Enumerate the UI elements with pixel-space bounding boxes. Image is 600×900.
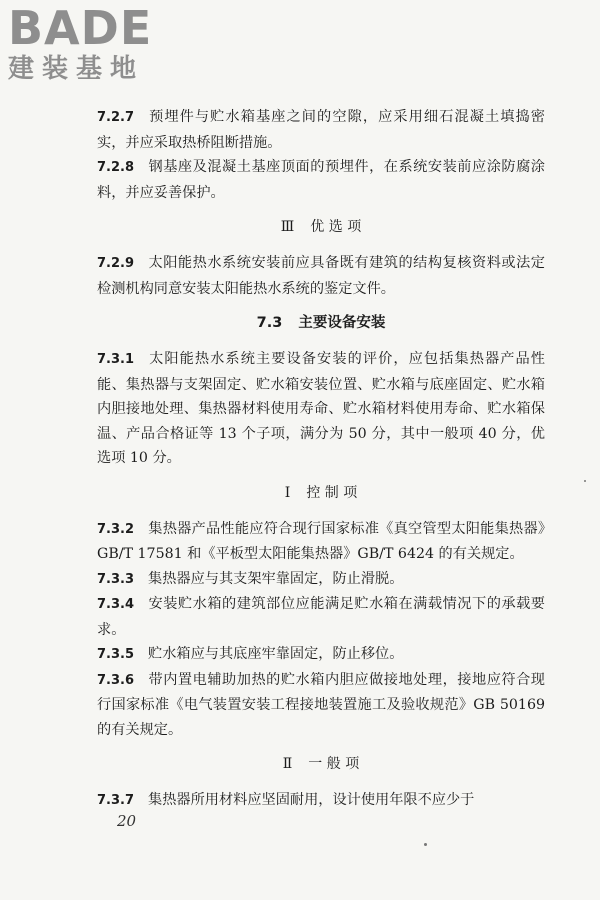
clause-7-2-8 [97, 155, 545, 205]
clause-text: 集热器产品性能应符合现行国家标准《真空管型太阳能集热器》GB/T 17581 和《平板型太阳能集热器》GB/T 6424 的有关规定。 [97, 520, 545, 562]
clause-text: 安装贮水箱的建筑部位应能满足贮水箱在满载情况下的承载要求。 [97, 596, 545, 638]
clause-7-3-4 [97, 592, 545, 642]
logo-subtitle: 建装基地 [8, 54, 145, 84]
clause-number: 7.3.4 [97, 597, 135, 612]
clause-text: 钢基座及混凝土基座顶面的预埋件，在系统安装前应涂防腐涂料，并应妥善保护。 [97, 159, 545, 201]
clause-7-3-1 [97, 347, 545, 471]
clause-text: 集热器应与其支架牢靠固定，防止滑脱。 [148, 570, 404, 587]
section-heading [97, 311, 545, 335]
scan-speck [584, 480, 586, 482]
clause-number: 7.3.3 [97, 571, 135, 587]
subheading-optional-items [97, 215, 545, 239]
clause-number: 7.2.7 [97, 110, 135, 125]
clause-text: 带内置电辅助加热的贮水箱内胆应做接地处理，接地应符合现行国家标准《电气装置安装工程接地装置施工及验收规范》GB 50169 的有关规定。 [97, 671, 545, 738]
subheading-control-items [97, 481, 545, 505]
subheading-roman: Ⅲ [280, 219, 295, 235]
clause-text: 预埋件与贮水箱基座之间的空隙，应采用细石混凝土填捣密实，并应采取热桥阻断措施。 [97, 109, 545, 151]
logo-wordmark: BADE [8, 1, 153, 55]
subheading-general-items [97, 752, 545, 776]
document-body [97, 105, 545, 814]
clause-7-3-7 [97, 788, 545, 814]
clause-number: 7.2.8 [97, 160, 135, 175]
subheading-title: 控 制 项 [306, 484, 358, 501]
clause-text: 太阳能热水系统主要设备安装的评价，应包括集热器产品性能、集热器与支架固定、贮水箱安装位置、贮水箱与底座固定、贮水箱内胆接地处理、集热器材料使用寿命、贮水箱材料使用寿命、贮水箱保温、产品合格证等 13 个子项，满分为 50 分，其中一般项 40 分，优选项 10 分。 [97, 351, 545, 466]
clause-7-2-7 [97, 105, 545, 155]
clause-7-3-2 [97, 517, 545, 567]
clause-7-2-9 [97, 251, 545, 301]
subheading-title: 一 般 项 [308, 756, 360, 772]
clause-number: 7.3.1 [97, 352, 135, 367]
clause-text: 太阳能热水系统安装前应具备既有建筑的结构复核资料或法定检测机构同意安装太阳能热水系统的鉴定文件。 [97, 255, 545, 297]
clause-7-3-3 [97, 567, 545, 593]
section-number: 7.3 [256, 315, 283, 331]
clause-number: 7.3.2 [97, 521, 135, 537]
clause-number: 7.3.6 [97, 672, 135, 688]
clause-number: 7.3.7 [97, 793, 135, 808]
clause-7-3-5 [97, 642, 545, 668]
section-title: 主要设备安装 [298, 315, 386, 331]
subheading-title: 优 选 项 [310, 219, 362, 235]
clause-number: 7.2.9 [97, 256, 135, 271]
page-number: 20 [117, 812, 137, 830]
subheading-roman: Ⅰ [284, 484, 291, 501]
clause-number: 7.3.5 [97, 647, 135, 662]
scan-speck [424, 843, 427, 846]
subheading-roman: Ⅱ [282, 756, 293, 772]
clause-7-3-6 [97, 668, 545, 743]
clause-text: 集热器所用材料应坚固耐用，设计使用年限不应少于 [148, 792, 475, 808]
bade-logo [8, 1, 178, 88]
clause-text: 贮水箱应与其底座牢靠固定，防止移位。 [148, 646, 404, 662]
